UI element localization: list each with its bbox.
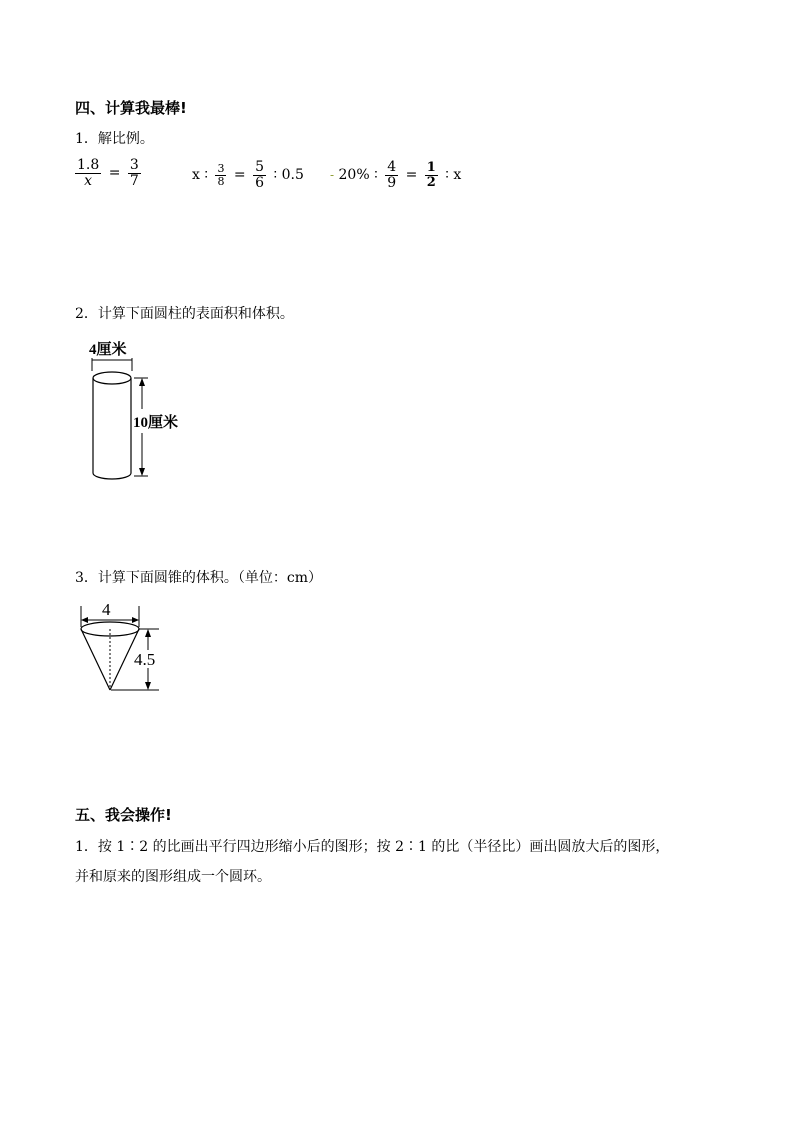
colon: ∶: [445, 167, 449, 184]
denominator: x: [84, 172, 93, 189]
colon: ∶: [204, 167, 209, 184]
fraction-1-over-2: [425, 161, 438, 189]
arrow-up: [145, 629, 151, 637]
arrow-down: [145, 682, 151, 690]
denominator: 9: [387, 174, 397, 191]
arrow-left: [81, 617, 88, 623]
colon: ∶: [374, 167, 378, 184]
numerator: 1: [426, 160, 436, 176]
q1-label: 1．解比例。: [75, 131, 154, 147]
section5-q1-line1: 1．按 1∶2 的比画出平行四边形缩小后的图形；按 2∶1 的比（半径比）画出圆放大后的图形，: [75, 839, 670, 855]
equals-sign: =: [108, 165, 121, 182]
numerator: 3: [129, 157, 139, 173]
fraction-3-over-7: [128, 158, 141, 188]
numerator: 5: [255, 159, 265, 175]
arrow-up: [139, 378, 145, 386]
cylinder-figure: [80, 335, 200, 490]
colon: ∶: [273, 167, 278, 184]
dash-mark: -: [330, 168, 335, 183]
cylinder-height-label: 10厘米: [133, 415, 179, 431]
cylinder-diameter-label: 4厘米: [89, 342, 127, 358]
equals-sign: =: [405, 167, 418, 184]
arrow-right: [132, 617, 139, 623]
fraction-4-over-9: [385, 160, 398, 190]
q3-label: 3．计算下面圆锥的体积。（单位：cm）: [75, 570, 323, 586]
section5-title: 五、我会操作!: [75, 806, 172, 824]
q2-label: 2．计算下面圆柱的表面积和体积。: [75, 306, 294, 322]
cylinder-top-ellipse: [93, 372, 131, 384]
variable-x: x: [192, 167, 200, 184]
denominator: 8: [217, 174, 225, 188]
equals-sign: =: [233, 167, 246, 184]
cone-diameter-label: 4: [102, 600, 111, 619]
fraction-5-over-6: [253, 160, 266, 190]
variable-x: x: [453, 167, 462, 184]
numerator: 3: [217, 162, 225, 176]
numerator: 4: [387, 159, 397, 175]
arrow-down: [139, 468, 145, 476]
value-0-5: 0.5: [281, 167, 304, 184]
cone-height-label: 4.5: [134, 650, 156, 669]
value-20-percent: 20%: [338, 167, 370, 184]
cylinder-bottom-arc: [93, 473, 131, 479]
section5-q1-line2: 并和原来的图形组成一个圆环。: [75, 869, 271, 885]
equation-1: [72, 158, 144, 188]
equation-3: [330, 160, 461, 190]
section4-title: 四、计算我最棒!: [75, 99, 187, 117]
cone-left-side: [81, 629, 110, 690]
equation-2: [192, 160, 304, 190]
denominator: 6: [255, 174, 265, 191]
cone-figure: [75, 598, 175, 698]
fraction-1-8-over-x: [75, 158, 101, 188]
fraction-3-over-8: [215, 163, 226, 187]
denominator: 2: [426, 174, 436, 190]
numerator: 1.8: [77, 157, 100, 173]
denominator: 7: [129, 172, 139, 189]
